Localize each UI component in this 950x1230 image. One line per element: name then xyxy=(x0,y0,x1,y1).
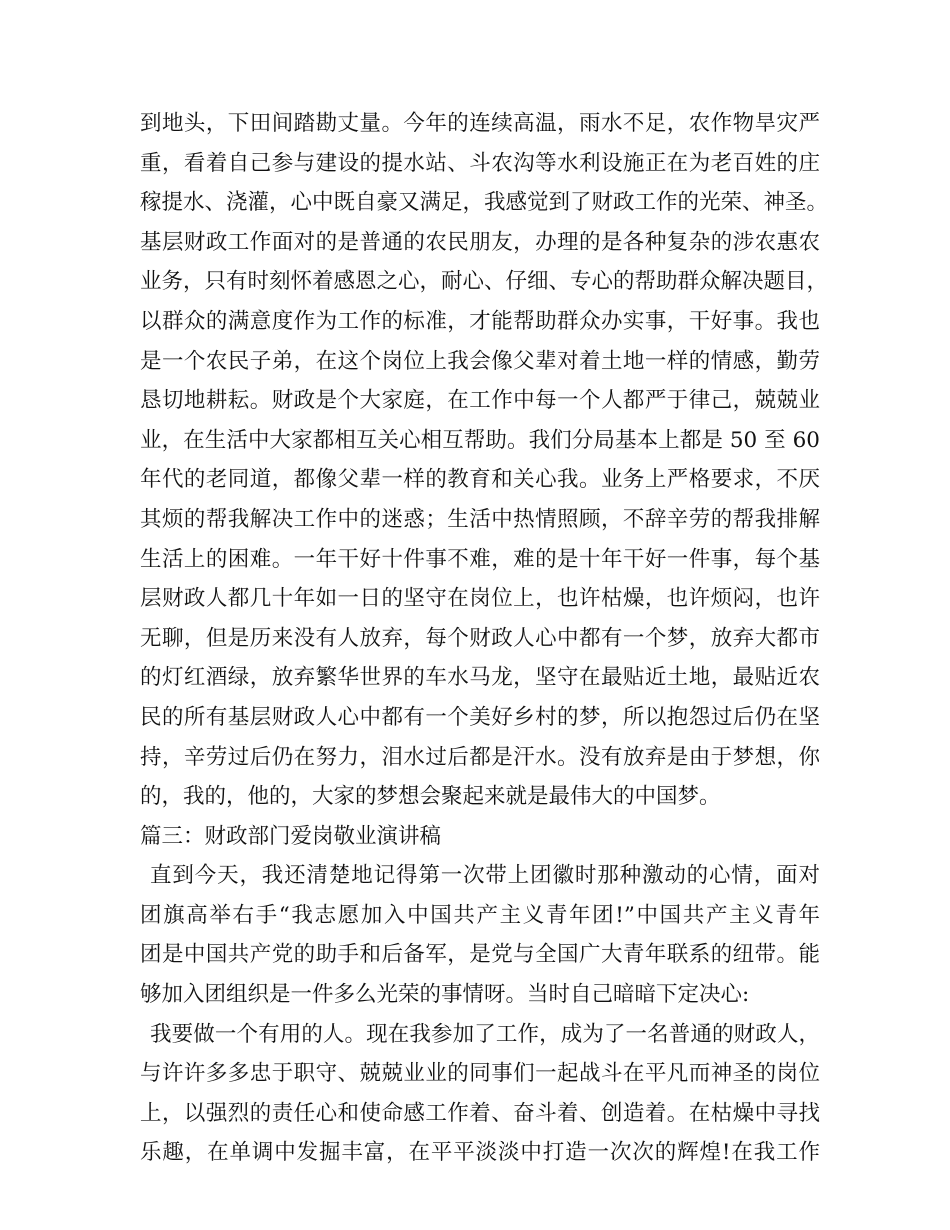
document-body xyxy=(140,104,829,1173)
text-line: 生活上的困难。一年干好十件事不难，难的是十年干好一件事，每个基 xyxy=(140,546,820,572)
text-line: 团旗高举右手“我志愿加入中国共产主义青年团!”中国共产主义青年 xyxy=(140,902,820,928)
text-line: 业，在生活中大家都相互关心相互帮助。我们分局基本上都是 50 至 60 xyxy=(140,427,820,453)
text-line: 直到今天，我还清楚地记得第一次带上团徽时那种激动的心情，面对 xyxy=(150,863,820,889)
text-line: 无聊，但是历来没有人放弃，每个财政人心中都有一个梦，放弃大都市 xyxy=(140,625,820,651)
text-line: 基层财政工作面对的是普通的农民朋友，办理的是各种复杂的涉农惠农 xyxy=(140,229,820,255)
text-line: 的灯红酒绿，放弃繁华世界的车水马龙，坚守在最贴近土地，最贴近农 xyxy=(140,665,820,691)
text-line: 重，看着自己参与建设的提水站、斗农沟等水利设施正在为老百姓的庄 xyxy=(140,150,820,176)
paragraph-last-line: 够加入团组织是一件多么光荣的事情呀。当时自己暗暗下定决心: xyxy=(140,982,750,1008)
text-line: 上，以强烈的责任心和使命感工作着、奋斗着、创造着。在枯燥中寻找 xyxy=(140,1100,820,1126)
text-line: 稼提水、浇灌，心中既自豪又满足，我感觉到了财政工作的光荣、神圣。 xyxy=(140,190,829,216)
text-line: 层财政人都几十年如一日的坚守在岗位上，也许枯燥，也许烦闷，也许 xyxy=(140,586,820,612)
text-line: 恳切地耕耘。财政是个大家庭，在工作中每一个人都严于律己，兢兢业 xyxy=(140,388,820,414)
paragraph-last-line: 的，我的，他的，大家的梦想会聚起来就是最伟大的中国梦。 xyxy=(140,784,721,810)
text-line: 以群众的满意度作为工作的标准，才能帮助群众办实事，干好事。我也 xyxy=(140,308,820,334)
text-line: 业务，只有时刻怀着感恩之心，耐心、仔细、专心的帮助群众解决题目， xyxy=(140,269,829,295)
text-line: 与许许多多忠于职守、兢兢业业的同事们一起战斗在平凡而神圣的岗位 xyxy=(140,1061,820,1087)
text-line: 持，辛劳过后仍在努力，泪水过后都是汗水。没有放弃是由于梦想，你 xyxy=(140,744,820,770)
text-line: 民的所有基层财政人心中都有一个美好乡村的梦，所以抱怨过后仍在坚 xyxy=(140,704,820,730)
text-line: 其烦的帮我解决工作中的迷惑；生活中热情照顾，不辞辛劳的帮我排解 xyxy=(140,506,820,532)
text-line: 团是中国共产党的助手和后备军，是党与全国广大青年联系的纽带。能 xyxy=(140,942,820,968)
section-heading: 篇三：财政部门爱岗敬业演讲稿 xyxy=(140,823,442,849)
text-line: 到地头，下田间踏勘丈量。今年的连续高温，雨水不足，农作物旱灾严 xyxy=(140,111,820,136)
text-line: 乐趣，在单调中发掘丰富，在平平淡淡中打造一次次的辉煌!在我工作 xyxy=(140,1140,820,1166)
text-line: 我要做一个有用的人。现在我参加了工作，成为了一名普通的财政人， xyxy=(150,1021,820,1047)
text-line: 是一个农民子弟，在这个岗位上我会像父辈对着土地一样的情感，勤劳 xyxy=(140,348,820,374)
text-line: 年代的老同道，都像父辈一样的教育和关心我。业务上严格要求，不厌 xyxy=(140,467,820,493)
